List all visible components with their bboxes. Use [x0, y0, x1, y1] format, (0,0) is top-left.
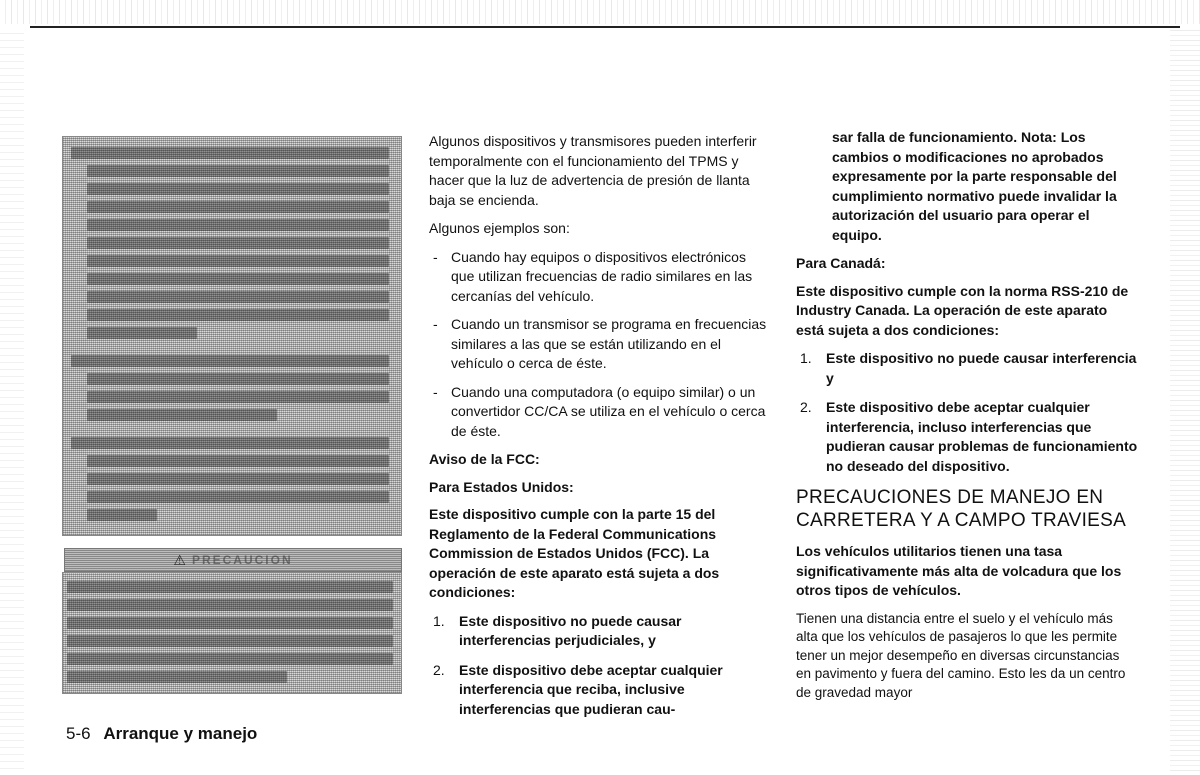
examples-list: [429, 248, 771, 442]
list-item: [429, 612, 771, 651]
rollover-warning: Los vehículos utilitarios tienen una tasa significativamente más alta de volcadura que los otros tipos de vehículos.: [796, 543, 1122, 598]
us-compliance-text: Este dispositivo cumple con la parte 15 del Reglamento de la Federal Communications Commission de Estados Unidos (FCC). La operación de este aparato está sujeta a dos condiciones:: [429, 506, 720, 600]
item-number: 2.: [433, 661, 445, 678]
item-text: Este dispositivo no puede causar interferencia y: [826, 350, 1137, 386]
canada-heading: Para Canadá:: [796, 255, 886, 271]
list-item: - Cuando hay equipos o dispositivos electrónicos que utilizan frecuencias de radio similares en las cercanías del vehículo.: [429, 248, 771, 307]
chapter-title: Arranque y manejo: [103, 724, 258, 743]
list-item: [796, 349, 1138, 388]
page-footer: [66, 724, 257, 744]
item-text: Este dispositivo no puede causar interferencias perjudiciales, y: [459, 612, 682, 648]
list-item: - Cuando un transmisor se programa en frecuencias similares a las que se están utilizando en el vehículo o cerca de éste.: [429, 315, 771, 374]
examples-intro: Algunos ejemplos son:: [429, 220, 570, 236]
header-rule: [30, 26, 1180, 28]
item-number: 2.: [800, 399, 812, 415]
section-title: PRECAUCIONES DE MANEJO EN CARRETERA Y A CAMPO TRAVIESA: [796, 487, 1127, 531]
warning-box: [62, 136, 402, 536]
caution-box: [62, 572, 402, 694]
item-number: 1.: [800, 350, 812, 366]
scan-noise-left: [0, 30, 24, 775]
caution-label: PRECAUCION: [191, 553, 293, 567]
list-item: - Cuando una computadora (o equipo similar) o un convertidor CC/CA se utiliza en el vehículo o cerca de éste.: [429, 383, 771, 442]
tpms-interference-paragraph: Algunos dispositivos y transmisores pueden interferir temporalmente con el funcionamiento del TPMS y hacer que la luz de advertencia de presión de llanta baja se encienda.: [429, 133, 757, 208]
canada-conditions-list: [796, 349, 1138, 476]
middle-column: [429, 132, 771, 729]
canada-compliance-text: Este dispositivo cumple con la norma RSS-210 de Industry Canada. La operación de este aparato está sujeta a dos condiciones:: [796, 282, 1129, 338]
us-conditions-list: [429, 612, 771, 720]
item-text: Este dispositivo debe aceptar cualquier interferencia, incluso interferencias que pudieran causar problemas de funcionamiento no deseado del dispositivo.: [826, 399, 1138, 474]
item-text: Este dispositivo debe aceptar cualquier interferencia que reciba, inclusive interferencias que pudieran cau-: [459, 661, 723, 717]
clearance-paragraph: Tienen una distancia entre el suelo y el vehículo más alta que los vehículos de pasajeros lo que les permite tener un mejor desempeño en diversas circunstancias en pavimento y fuera del camino. Esto les da un centro de gravedad mayor: [796, 610, 1126, 700]
list-item: [429, 661, 771, 720]
continuation-text: sar falla de funcionamiento. Nota: Los cambios o modificaciones no aprobados expresamente por la parte responsable del cumplimiento normativo puede invalidar la autorización del usuario para operar el equipo.: [832, 129, 1117, 243]
fcc-heading: Aviso de la FCC:: [429, 451, 540, 467]
page-number: 5-6: [66, 724, 91, 743]
scan-noise-right: [1170, 30, 1200, 775]
us-heading: Para Estados Unidos:: [429, 478, 574, 495]
scan-noise-top: [0, 0, 1200, 24]
item-number: 1.: [433, 612, 445, 629]
list-item: [796, 398, 1138, 476]
caution-header: [64, 548, 402, 572]
warning-triangle-icon: ⚠: [173, 551, 186, 568]
right-column: [796, 128, 1138, 711]
